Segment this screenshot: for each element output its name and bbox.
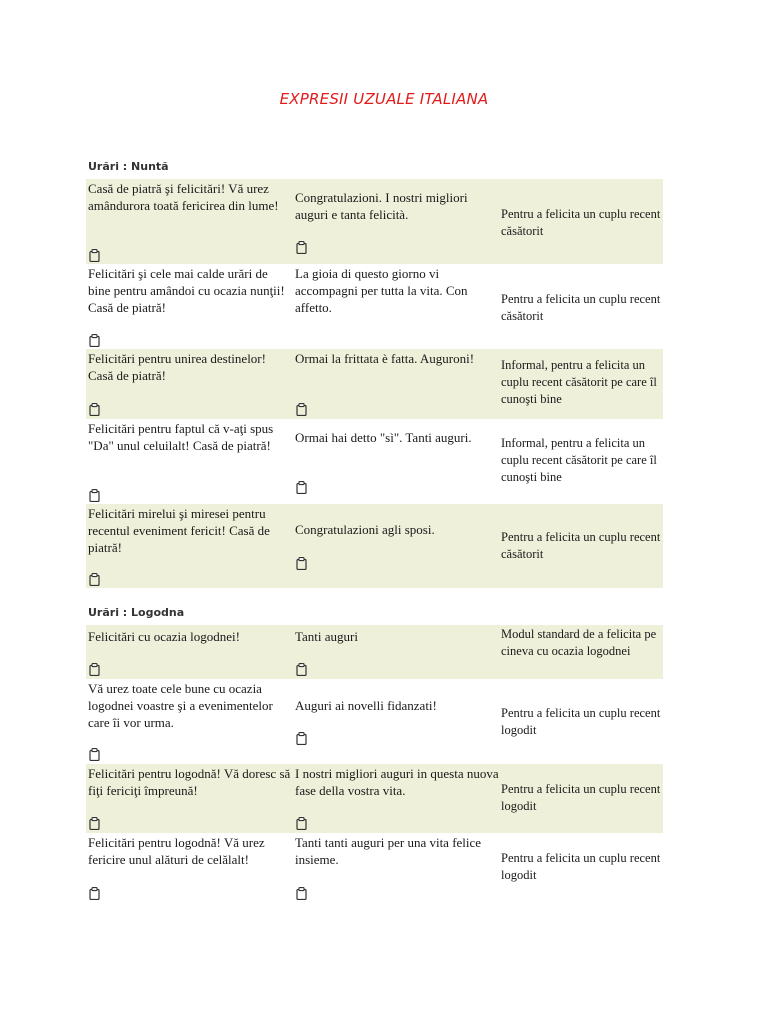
- copy-icon[interactable]: [296, 887, 307, 900]
- copy-icon[interactable]: [89, 663, 100, 676]
- copy-icon[interactable]: [296, 557, 307, 570]
- italian-phrase: Ormai la frittata è fatta. Auguroni!: [295, 351, 475, 366]
- usage-note: Pentru a felicita un cuplu recent logodit: [501, 706, 661, 737]
- copy-icon[interactable]: [89, 334, 100, 347]
- romanian-phrase: Felicitări mirelui şi miresei pentru recentul eveniment fericit! Casă de piatră!: [88, 506, 270, 555]
- usage-note: Modul standard de a felicita pe cineva cu ocazia logodnei: [501, 627, 657, 658]
- usage-note: Pentru a felicita un cuplu recent căsătorit: [501, 530, 661, 561]
- romanian-phrase: Felicitări cu ocazia logodnei!: [88, 629, 240, 644]
- copy-icon[interactable]: [296, 481, 307, 494]
- usage-note: Pentru a felicita un cuplu recent logodit: [501, 851, 661, 882]
- copy-icon[interactable]: [89, 249, 100, 262]
- copy-icon[interactable]: [89, 887, 100, 900]
- table-row: [86, 679, 663, 764]
- table-row: [86, 833, 663, 913]
- table-row: [86, 419, 663, 504]
- copy-icon[interactable]: [89, 403, 100, 416]
- copy-icon[interactable]: [296, 732, 307, 745]
- copy-icon[interactable]: [296, 241, 307, 254]
- table-row: [86, 764, 663, 833]
- table-row: [86, 264, 663, 349]
- romanian-phrase: Vă urez toate cele bune cu ocazia logodnei voastre şi a evenimentelor care îi vor urma.: [88, 681, 273, 730]
- table-row: [86, 625, 663, 679]
- copy-icon[interactable]: [89, 573, 100, 586]
- usage-note: Pentru a felicita un cuplu recent căsătorit: [501, 207, 661, 238]
- usage-note: Pentru a felicita un cuplu recent logodit: [501, 782, 661, 813]
- romanian-phrase: Felicitări pentru faptul că v-aţi spus "Da" unul celuilalt! Casă de piatră!: [88, 421, 274, 453]
- romanian-phrase: Felicitări pentru logodnă! Vă urez fericire unul alături de celălalt!: [88, 835, 265, 867]
- table-logodna: [86, 625, 663, 913]
- table-row: [86, 179, 663, 264]
- copy-icon[interactable]: [89, 748, 100, 761]
- section-heading-nunta: Urări : Nuntă: [88, 160, 169, 173]
- usage-note: Informal, pentru a felicita un cuplu recent căsătorit pe care îl cunoşti bine: [501, 436, 657, 484]
- romanian-phrase: Felicitări pentru unirea destinelor! Casă de piatră!: [88, 351, 266, 383]
- table-row: [86, 349, 663, 419]
- copy-icon[interactable]: [296, 817, 307, 830]
- italian-phrase: Ormai hai detto "sì". Tanti auguri.: [295, 430, 472, 445]
- romanian-phrase: Casă de piatră şi felicitări! Vă urez amândurora toată fericirea din lume!: [88, 181, 279, 213]
- romanian-phrase: Felicitări pentru logodnă! Vă doresc să fiţi fericiţi împreună!: [88, 766, 291, 798]
- copy-icon[interactable]: [89, 489, 100, 502]
- copy-icon[interactable]: [89, 817, 100, 830]
- italian-phrase: Congratulazioni agli sposi.: [295, 522, 435, 537]
- usage-note: Pentru a felicita un cuplu recent căsătorit: [501, 292, 661, 323]
- copy-icon[interactable]: [296, 403, 307, 416]
- table-nunta: [86, 179, 663, 588]
- table-row: [86, 504, 663, 588]
- italian-phrase: Tanti tanti auguri per una vita felice insieme.: [295, 835, 482, 867]
- copy-icon[interactable]: [296, 663, 307, 676]
- usage-note: Informal, pentru a felicita un cuplu recent căsătorit pe care îl cunoşti bine: [501, 358, 657, 406]
- italian-phrase: La gioia di questo giorno vi accompagni per tutta la vita. Con affetto.: [295, 266, 468, 315]
- italian-phrase: Auguri ai novelli fidanzati!: [295, 698, 437, 713]
- italian-phrase: Tanti auguri: [295, 629, 358, 644]
- romanian-phrase: Felicitări şi cele mai calde urări de bine pentru amândoi cu ocazia nunţii! Casă de piatră!: [88, 266, 285, 315]
- page-title: EXPRESII UZUALE ITALIANA: [279, 90, 489, 108]
- italian-phrase: Congratulazioni. I nostri migliori auguri e tanta felicità.: [295, 190, 468, 222]
- section-heading-logodna: Urări : Logodna: [88, 606, 185, 619]
- italian-phrase: I nostri migliori auguri in questa nuova fase della vostra vita.: [295, 766, 499, 798]
